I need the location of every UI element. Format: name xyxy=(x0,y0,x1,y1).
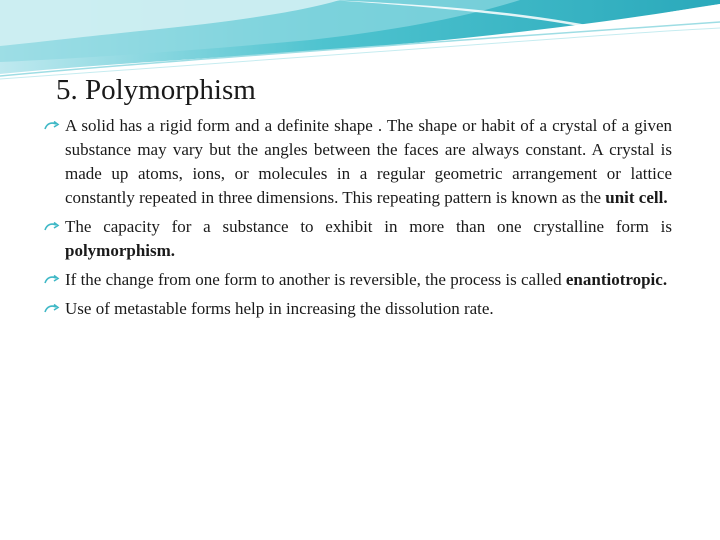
curved-arrow-icon xyxy=(44,221,60,233)
curved-arrow-icon xyxy=(44,120,60,132)
bullet-text: The capacity for a substance to exhibit in more than one crystalline form is xyxy=(65,217,672,236)
curved-arrow-icon xyxy=(44,303,60,315)
bullet-list xyxy=(44,114,672,326)
bullet-item-metastable-forms xyxy=(44,297,672,321)
bullet-text: If the change from one form to another is reversible, the process is called xyxy=(65,270,566,289)
bullet-item-polymorphism-definition xyxy=(44,215,672,263)
bullet-text: A solid has a rigid form and a definite shape . The shape or habit of a crystal of a given substance may vary but the angles between the faces are always constant. A crystal is made up atoms, ions, or molecules in a regular geometric arrangement or lattice constantly repeated in three dimensions. This repeating pattern is known as the xyxy=(65,116,672,207)
curved-arrow-icon xyxy=(44,274,60,286)
slide-title: 5. Polymorphism xyxy=(56,74,256,106)
bullet-item-enantiotropic xyxy=(44,268,672,292)
bullet-bold-term: polymorphism. xyxy=(65,241,176,260)
bullet-item-crystal-structure xyxy=(44,114,672,210)
bullet-bold-term: unit cell. xyxy=(605,188,668,207)
bullet-bold-term: enantiotropic. xyxy=(565,270,668,289)
bullet-text: Use of metastable forms help in increasing the dissolution rate. xyxy=(65,299,494,318)
